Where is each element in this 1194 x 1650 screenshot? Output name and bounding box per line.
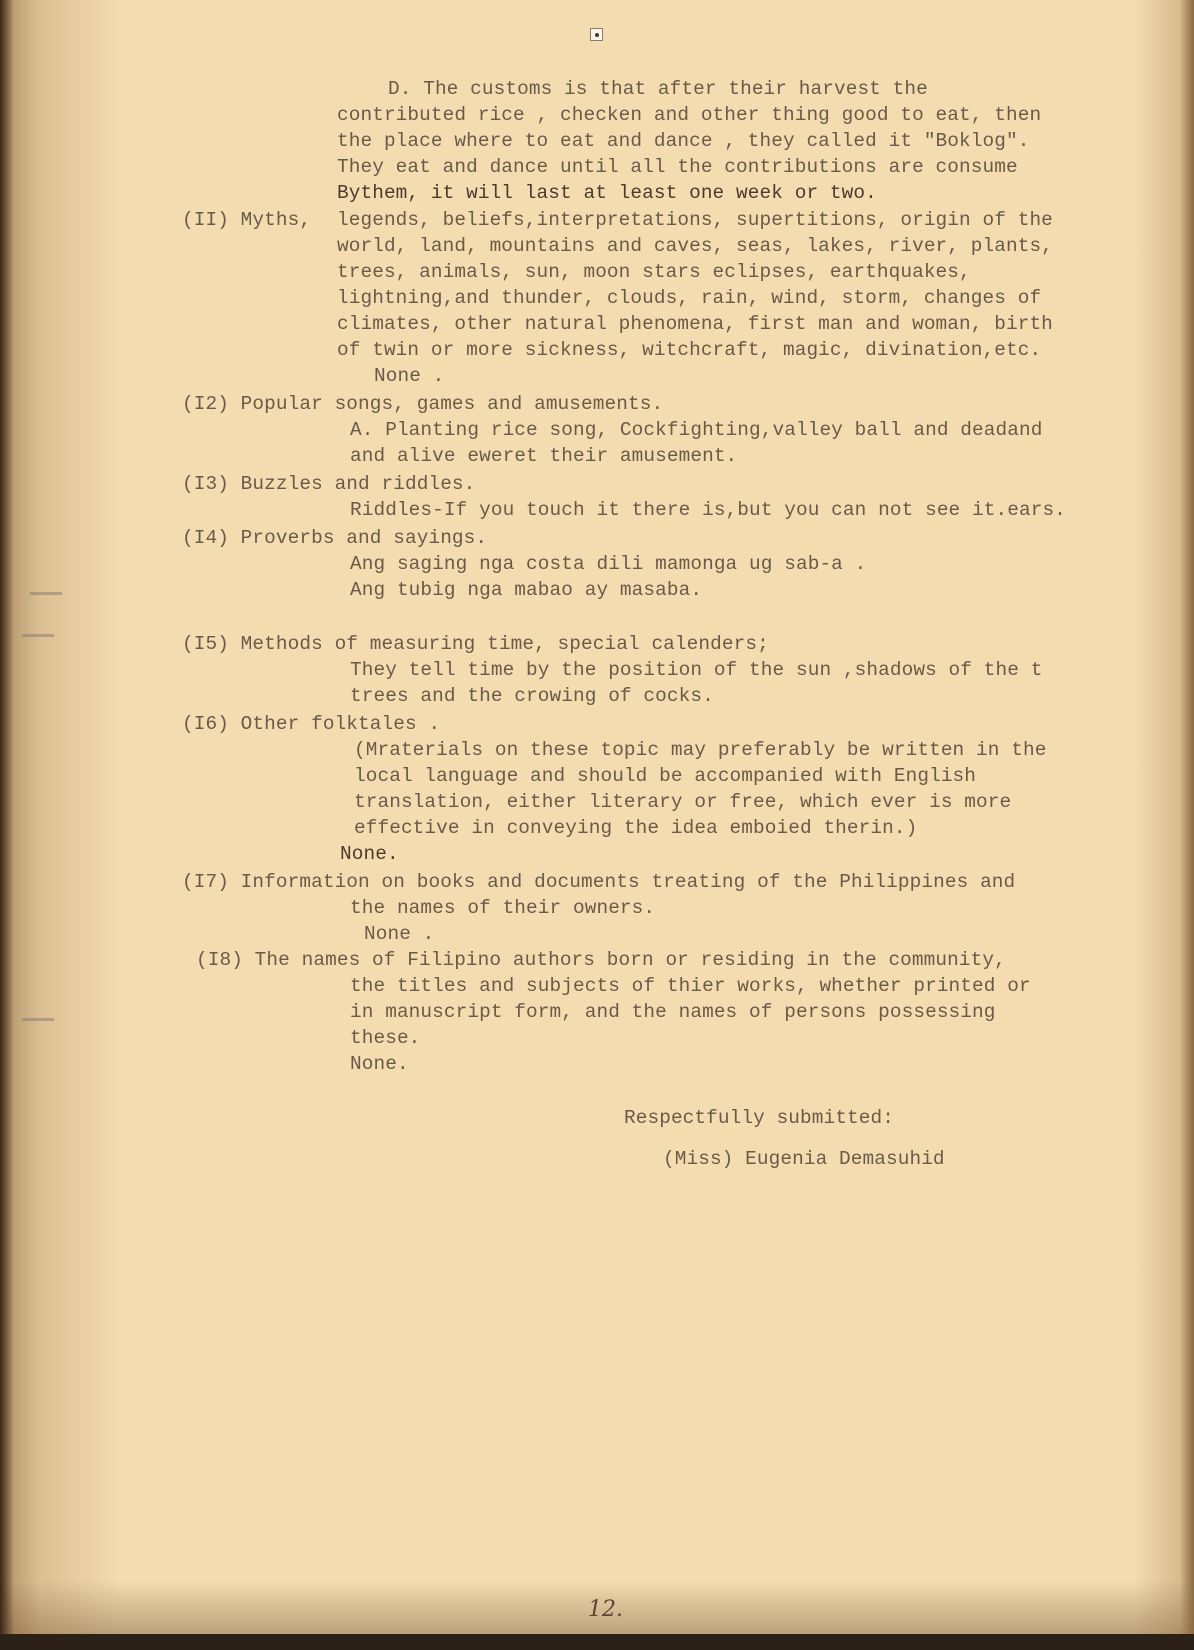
- item-11-line: of twin or more sickness, witchcraft, magic, divination,etc.: [337, 339, 1042, 361]
- item-18-heading: (I8) The names of Filipino authors born or residing in the community,: [196, 949, 1006, 971]
- item-12-line: and alive eweret their amusement.: [350, 445, 738, 467]
- item-16-line: local language and should be accompanied with English: [354, 765, 977, 787]
- margin-mark: [30, 592, 62, 595]
- item-12-heading: (I2) Popular songs, games and amusements.: [182, 393, 664, 415]
- section-d-line: the place where to eat and dance , they called it "Boklog".: [337, 130, 1030, 152]
- item-11-line: climates, other natural phenomena, first man and woman, birth: [337, 313, 1053, 335]
- item-11-answer: None .: [374, 365, 445, 387]
- section-d-line: contributed rice , checken and other thing good to eat, then: [337, 104, 1042, 126]
- staple-hole-icon: [590, 28, 603, 41]
- item-14-heading: (I4) Proverbs and sayings.: [182, 527, 488, 549]
- item-16-line: translation, either literary or free, which ever is more: [354, 791, 1012, 813]
- item-16-line: effective in conveying the idea emboied therin.): [354, 817, 918, 839]
- item-14-line: Ang saging nga costa dili mamonga ug sab-a .: [350, 553, 867, 575]
- page-right-edge: [1180, 0, 1194, 1650]
- closing-text: Respectfully submitted:: [624, 1107, 894, 1129]
- signature: (Miss) Eugenia Demasuhid: [663, 1148, 945, 1170]
- item-16-heading: (I6) Other folktales .: [182, 713, 441, 735]
- item-15-line: trees and the crowing of cocks.: [350, 685, 714, 707]
- section-d-line: Bythem, it will last at least one week or two.: [337, 182, 877, 204]
- item-16-answer: None.: [340, 843, 399, 865]
- section-d-line: D. The customs is that after their harvest the: [388, 78, 928, 100]
- margin-mark: [22, 1018, 54, 1021]
- item-14-line: Ang tubig nga mabao ay masaba.: [350, 579, 703, 601]
- section-d-line: They eat and dance until all the contributions are consume: [337, 156, 1018, 178]
- item-17-heading: (I7) Information on books and documents treating of the Philippines and: [182, 871, 1016, 893]
- item-16-line: (Mraterials on these topic may preferably be written in the: [354, 739, 1047, 761]
- binding-edge: [0, 0, 14, 1650]
- page-number: 12.: [588, 1597, 623, 1622]
- item-15-heading: (I5) Methods of measuring time, special calenders;: [182, 633, 769, 655]
- item-11-line: trees, animals, sun, moon stars eclipses, earthquakes,: [337, 261, 971, 283]
- item-15-line: They tell time by the position of the sun ,shadows of the t: [350, 659, 1043, 681]
- item-18-line: these.: [350, 1027, 421, 1049]
- item-11-line: legends, beliefs,interpretations, supertitions, origin of the: [337, 209, 1053, 231]
- item-11-line: world, land, mountains and caves, seas, lakes, river, plants,: [337, 235, 1053, 257]
- item-13-line: Riddles-If you touch it there is,but you can not see it.ears.: [350, 499, 1066, 521]
- item-12-line: A. Planting rice song, Cockfighting,valley ball and deadand: [350, 419, 1043, 441]
- page-bottom-edge: [0, 1634, 1194, 1650]
- item-13-heading: (I3) Buzzles and riddles.: [182, 473, 476, 495]
- item-11-heading: (II) Myths,: [182, 209, 312, 231]
- item-18-line: in manuscript form, and the names of persons possessing: [350, 1001, 996, 1023]
- item-18-line: the titles and subjects of thier works, whether printed or: [350, 975, 1031, 997]
- margin-mark: [22, 634, 54, 637]
- item-17-answer: None .: [364, 923, 435, 945]
- item-11-line: lightning,and thunder, clouds, rain, wind, storm, changes of: [337, 287, 1042, 309]
- item-18-answer: None.: [350, 1053, 409, 1075]
- item-17-line: the names of their owners.: [350, 897, 656, 919]
